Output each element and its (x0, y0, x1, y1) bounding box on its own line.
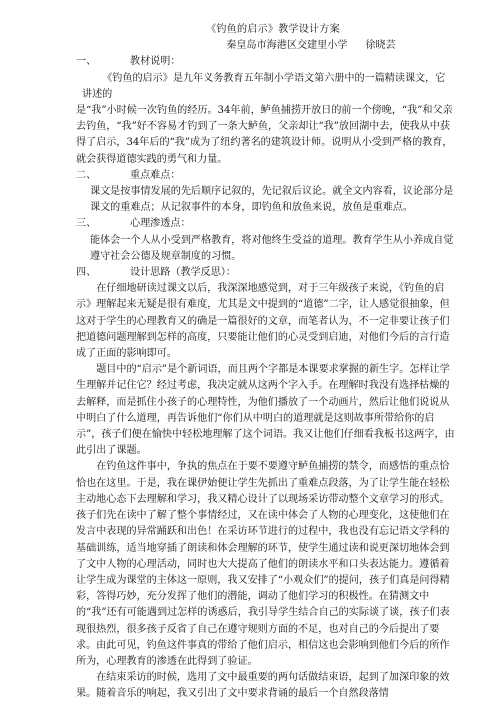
section-title: 教材说明： (130, 56, 181, 68)
paragraph: 能体会一个人从小受到严格教育，将对他终生受益的道理。教育学生从小养成自觉遵守社会公德及规章制度的习惯。 (90, 234, 454, 262)
document-title: 《钓鱼的启示》教学设计方案 (206, 24, 340, 35)
section-heading (76, 216, 456, 232)
paragraph: 是“我”小时候一次钓鱼的经历。34年前，鲈鱼捕捞开放日的前一个傍晚，“我”和父亲去钓鱼，“我”好不容易才钓到了一条大鲈鱼，父亲却让“我”放回湖中去，使我从中获得了启示，34年后的“我”成为了纽约著名的建筑设计师。说明从小受到严格的教育，就会获得道德实践的勇气和力量。 (76, 105, 453, 165)
school-name: 秦皇岛市海港区交建里小学 (226, 40, 348, 52)
section-number: 一、 (76, 56, 97, 68)
author-name: 徐晓芸 (365, 40, 396, 52)
section-title: 心理渗透点： (130, 218, 191, 230)
section-heading (76, 265, 456, 281)
paragraph: 《钓鱼的启示》是九年义务教育五年制小学语文第六册中的一篇精读课文，它讲述的 (82, 72, 446, 100)
section-number: 四、 (76, 267, 97, 279)
section-number: 二、 (76, 169, 97, 181)
section-title: 重点难点： (130, 169, 181, 181)
paragraph: 课文是按事情发展的先后顺序记叙的，先记叙后议论。就全文内容看，议论部分是课文的重难点；从记叙事件的本身，即钓鱼和放鱼来说，放鱼是重难点。 (90, 186, 454, 214)
section-number: 三、 (76, 218, 97, 230)
paragraph: 在结束采访的时候，选用了文中最重要的两句话做结束语，起到了加深印象的效果。随着音乐的响起，我又引出了文中要求背诵的最后一个自然段落情 (76, 672, 450, 700)
author-line (76, 38, 456, 54)
paragraph: 在仔细地研读过课文以后，我深深地感觉到，对于三年级孩子来说，《钓鱼的启示》理解起来无疑是很有难度，尤其是文中提到的“道德”二字，让人感觉很抽象，但这对于学生的心理教育又的确是一篇很好的文章，而笔者认为，不一定非要让孩子们把道德问题理解到怎样的高度，只要能让他们的心灵受到启迪，对他们今后的言行造成了正面的影响即可。 (76, 283, 450, 360)
section-heading (76, 54, 456, 70)
paragraph: 在钓鱼这件事中，争执的焦点在于要不要遵守鲈鱼捕捞的禁令，而感悟的重点恰恰也在这里。于是，我在课伊始便让学生先抓出了重难点段落，为了让学生能在轻松主动地心态下去理解和学习，我又精心设计了以现场采访带动整个文章学习的形式。孩子们先在读中了解了整个事情经过，又在读中体会了人物的心理变化，这使他们在发言中表现的异常踊跃和出色！在采访环节进行的过程中，我也没有忘记语文学科的基础训练，适当地穿插了朗读和体会理解的环节，使学生通过读和说更深切地体会到了文中人物的心理活动，同时也大大提高了他们的朗读水平和口头表达能力。遵循着让学生成为课堂的主体这一原则，我又安排了“小观众们”的提问，孩子们真是问得精彩，答得巧妙，充分发挥了他们的潜能，调动了他们学习的积极性。在猜测文中的“我”还有可能遇到过怎样的诱惑后，我引导学生结合自己的实际谈了谈，孩子们表现很热烈，很多孩子反省了自己在遵守规则方面的不足，也对自己的今后提出了要求。由此可见，钓鱼这件事真的带给了他们启示，相信这也会影响到他们今后的所作所为，心理教育的渗透在此得到了验证。 (76, 461, 450, 667)
section-heading (76, 168, 456, 184)
section-title: 设计思路（教学反思）： (130, 267, 236, 279)
paragraph: 题目中的“启示”是个新词语，而且两个字都是本课要求掌握的新生字。怎样让学生理解并记住它？经过考虑，我决定就从这两个字入手。在理解时我没有选择枯燥的去解释，而是抓住小孩子的心理特性，为他们播放了一个动画片，然后让他们说说从中明白了什么道理，再告诉他们“你们从中明白的道理就是这则故事所带给你的启示”，孩子们便在愉快中轻松地理解了这个词语。我又让他们仔细看我板书这两字，由此引出了课题。 (76, 364, 455, 457)
